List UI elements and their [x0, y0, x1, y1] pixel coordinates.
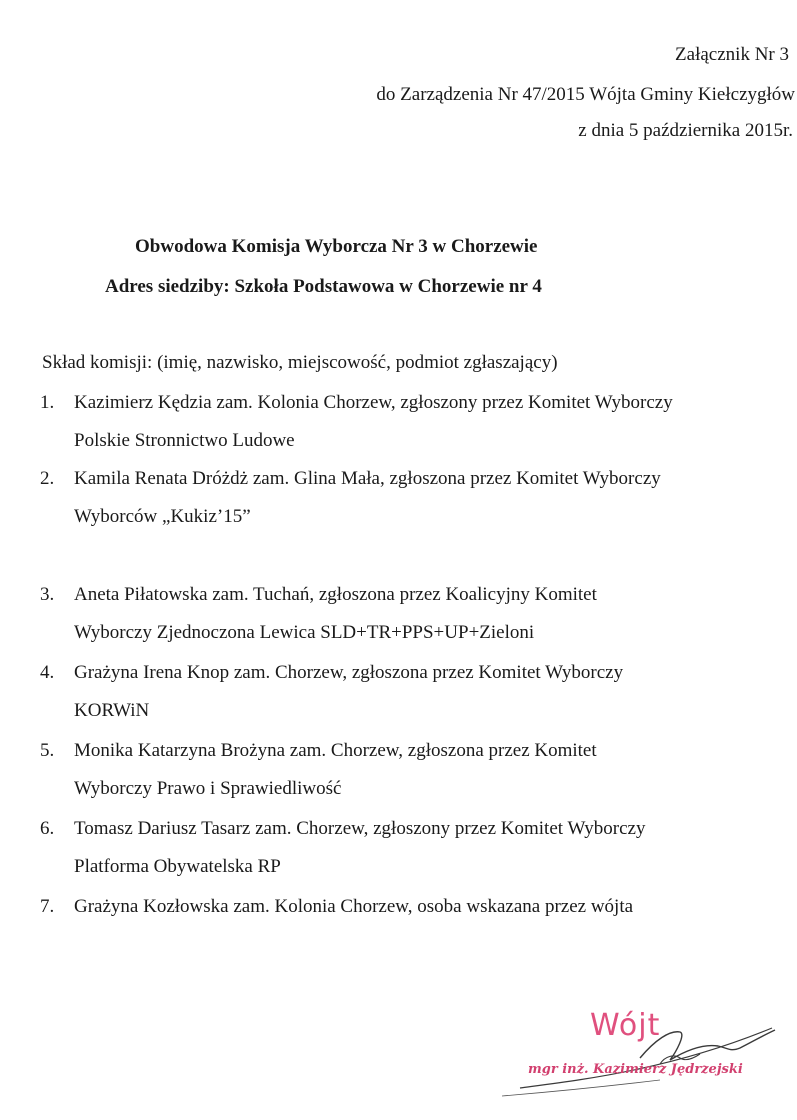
member-line2: Wyborców „Kukiz’15” [74, 506, 251, 527]
member-line2: Wyborczy Prawo i Sprawiedliwość [74, 778, 342, 799]
ordinance-date: z dnia 5 października 2015r. [578, 120, 793, 141]
ordinance-reference: do Zarządzenia Nr 47/2015 Wójta Gminy Kiełczygłów [376, 84, 795, 105]
member-line1: Kamila Renata Dróżdż zam. Glina Mała, zgłoszona przez Komitet Wyborczy [74, 468, 661, 489]
member-line1: Monika Katarzyna Brożyna zam. Chorzew, zgłoszona przez Komitet [74, 740, 597, 761]
member-line1: Aneta Piłatowska zam. Tuchań, zgłoszona przez Koalicyjny Komitet [74, 584, 597, 605]
commission-address: Adres siedziby: Szkoła Podstawowa w Chorzewie nr 4 [105, 276, 542, 297]
composition-intro: Skład komisji: (imię, nazwisko, miejscowość, podmiot zgłaszający) [42, 352, 558, 373]
member-number: 5. [40, 740, 55, 761]
member-number: 7. [40, 896, 55, 917]
stamp-name: mgr inż. Kazimierz Jędrzejski [528, 1062, 743, 1077]
member-number: 1. [40, 392, 55, 413]
member-line1: Grażyna Kozłowska zam. Kolonia Chorzew, osoba wskazana przez wójta [74, 896, 634, 917]
signature-stamp [490, 1000, 790, 1110]
member-number: 3. [40, 584, 55, 605]
member-number: 6. [40, 818, 55, 839]
member-number: 4. [40, 662, 55, 683]
member-number: 2. [40, 468, 55, 489]
member-line1: Tomasz Dariusz Tasarz zam. Chorzew, zgłoszony przez Komitet Wyborczy [74, 818, 646, 839]
member-line2: KORWiN [74, 700, 150, 721]
member-line2: Polskie Stronnictwo Ludowe [74, 430, 295, 451]
member-line2: Platforma Obywatelska RP [74, 856, 281, 877]
member-line1: Kazimierz Kędzia zam. Kolonia Chorzew, zgłoszony przez Komitet Wyborczy [74, 392, 673, 413]
attachment-label: Załącznik Nr 3 [675, 44, 789, 65]
commission-title: Obwodowa Komisja Wyborcza Nr 3 w Chorzewie [135, 236, 538, 257]
member-line1: Grażyna Irena Knop zam. Chorzew, zgłoszona przez Komitet Wyborczy [74, 662, 624, 683]
member-line2: Wyborczy Zjednoczona Lewica SLD+TR+PPS+UP+Zieloni [74, 622, 535, 643]
stamp-title: Wójt [590, 1008, 661, 1043]
